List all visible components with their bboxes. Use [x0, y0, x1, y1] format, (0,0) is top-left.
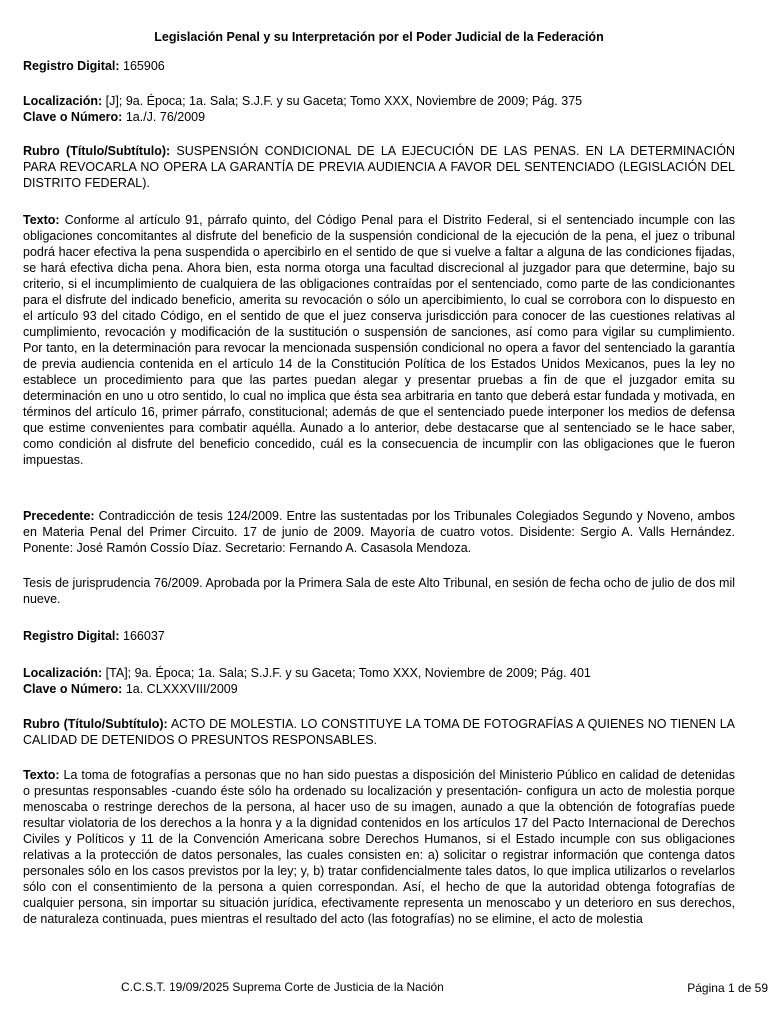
localizacion-value: [TA]; 9a. Época; 1a. Sala; S.J.F. y su Gaceta; Tomo XXX, Noviembre de 2009; Pág. 401 — [105, 666, 591, 680]
entry2-registro — [23, 628, 735, 644]
clave-label: Clave o Número: — [23, 682, 123, 696]
document-header: Legislación Penal y su Interpretación por el Poder Judicial de la Federación — [154, 30, 604, 44]
entry2-rubro — [23, 716, 735, 748]
entry2-clave — [23, 681, 735, 697]
entry1-texto — [23, 212, 735, 468]
rubro-label: Rubro (Título/Subtítulo): — [23, 717, 168, 731]
registro-value: 165906 — [123, 59, 165, 73]
localizacion-label: Localización: — [23, 94, 103, 108]
footer-page-number: Página 1 de 59 — [687, 981, 768, 995]
clave-value: 1a. CLXXXVIII/2009 — [125, 682, 238, 696]
texto-label: Texto: — [23, 768, 60, 782]
precedente-value: Contradicción de tesis 124/2009. Entre las sustentadas por los Tribunales Colegiados Segundo y Noveno, ambos en Materia Penal del Primer Circuito. 17 de junio de 2009. Mayoría de cuatro votos. Disidente: Sergio A. Valls Hernández. Ponente: José Ramón Cossío Díaz. Secretario: Fernando A. Casasola Mendoza. — [23, 509, 735, 555]
footer-source: C.C.S.T. 19/09/2025 Suprema Corte de Justicia de la Nación — [121, 980, 444, 994]
entry1-rubro — [23, 143, 735, 191]
localizacion-value: [J]; 9a. Época; 1a. Sala; S.J.F. y su Gaceta; Tomo XXX, Noviembre de 2009; Pág. 375 — [105, 94, 583, 108]
entry1-precedente — [23, 508, 735, 556]
entry1-localizacion — [23, 93, 735, 109]
entry1-registro — [23, 58, 735, 74]
texto-value: La toma de fotografías a personas que no han sido puestas a disposición del Ministerio Público en calidad de detenidas o presuntas responsables -cuando éste sólo ha ordenado su localización y presentación- configura un acto de molestia porque menoscaba o restringe derechos de la persona, al hacer uso de su imagen, aunado a que la obtención de fotografías puede resultar violatoria de los derechos a la honra y a la dignidad contenidos en los artículos 17 del Pacto Internacional de Derechos Civiles y Políticos y 11 de la Convención Americana sobre Derechos Humanos, si el Estado incumple con sus obligaciones relativas a la protección de datos personales, las cuales consisten en: a) solicitar o registrar información que contenga datos personales sólo en los casos previstos por la ley; y, b) tratar confidencialmente tales datos, lo que implica utilizarlos o revelarlos sólo con el consentimiento de la persona a quien correspondan. Así, el hecho de que la autoridad obtenga fotografías de cualquier persona, sin importar su situación jurídica, efectivamente representa un menoscabo y un deterioro en sus derechos, de naturaleza continuada, pues mientras el resultado del acto (las fotografías) no se elimine, el acto de molestia — [23, 768, 735, 926]
entry2-texto — [23, 767, 735, 927]
rubro-value: ACTO DE MOLESTIA. LO CONSTITUYE LA TOMA DE FOTOGRAFÍAS A QUIENES NO TIENEN LA CALIDAD DE DETENIDOS O PRESUNTOS RESPONSABLES. — [23, 717, 735, 747]
rubro-label: Rubro (Título/Subtítulo): — [23, 144, 171, 158]
entry2-localizacion — [23, 665, 735, 681]
registro-label: Registro Digital: — [23, 629, 120, 643]
rubro-value: SUSPENSIÓN CONDICIONAL DE LA EJECUCIÓN DE LAS PENAS. EN LA DETERMINACIÓN PARA REVOCARLA NO OPERA LA GARANTÍA DE PREVIA AUDIENCIA A FAVOR DEL SENTENCIADO (LEGISLACIÓN DEL DISTRITO FEDERAL). — [23, 144, 735, 190]
texto-label: Texto: — [23, 213, 60, 227]
entry1-clave — [23, 109, 735, 125]
clave-label: Clave o Número: — [23, 110, 123, 124]
registro-value: 166037 — [123, 629, 165, 643]
entry1-tesis: Tesis de jurisprudencia 76/2009. Aprobada por la Primera Sala de este Alto Tribunal, en sesión de fecha ocho de julio de dos mil nueve. — [23, 576, 735, 606]
clave-value: 1a./J. 76/2009 — [125, 110, 206, 124]
texto-value: Conforme al artículo 91, párrafo quinto, del Código Penal para el Distrito Federal, si el sentenciado incumple con las obligaciones concomitantes al disfrute del beneficio de la suspensión condicional de la ejecución de la pena, el juez o tribunal podrá hacer efectiva la pena suspendida o apercibirlo en el sentido de que si vuelve a faltar a alguna de las condiciones fijadas, se hará efectiva dicha pena. Ahora bien, esta norma otorga una facultad discrecional al juzgador para que determine, bajo su criterio, si el incumplimiento de cualquiera de las obligaciones contraídas por el sentenciado, como parte de las condicionantes para el disfrute del indicado beneficio, amerita su revocación o sólo un apercibimiento, lo cual se corrobora con lo dispuesto en el artículo 93 del citado Código, en el sentido de que el juez conserva jurisdicción para conocer de las cuestiones relativas al cumplimiento, revocación y modificación de la sustitución o suspensión de sanciones, así como para vigilar su cumplimiento. Por tanto, en la determinación para revocar la mencionada suspensión condicional no opera a favor del sentenciado la garantía de previa audiencia contenida en el artículo 14 de la Constitución Política de los Estados Unidos Mexicanos, pues la ley no establece un procedimiento para que las partes puedan alegar y presentar pruebas a fin de que el juzgador emita su determinación en uno u otro sentido, lo cual no implica que ésta sea arbitraria en tanto que deberá estar fundada y motivada, en términos del artículo 16, primer párrafo, constitucional; además de que el sentenciado puede interponer los medios de defensa que estime convenientes para combatir aquélla. Aunado a lo anterior, debe destacarse que al sentenciado se le hace saber, como condición al disfrute del beneficio concedido, cuál es la consecuencia de incumplir con las obligaciones que le fueron impuestas. — [23, 213, 735, 467]
registro-label: Registro Digital: — [23, 59, 120, 73]
precedente-label: Precedente: — [23, 509, 95, 523]
localizacion-label: Localización: — [23, 666, 103, 680]
